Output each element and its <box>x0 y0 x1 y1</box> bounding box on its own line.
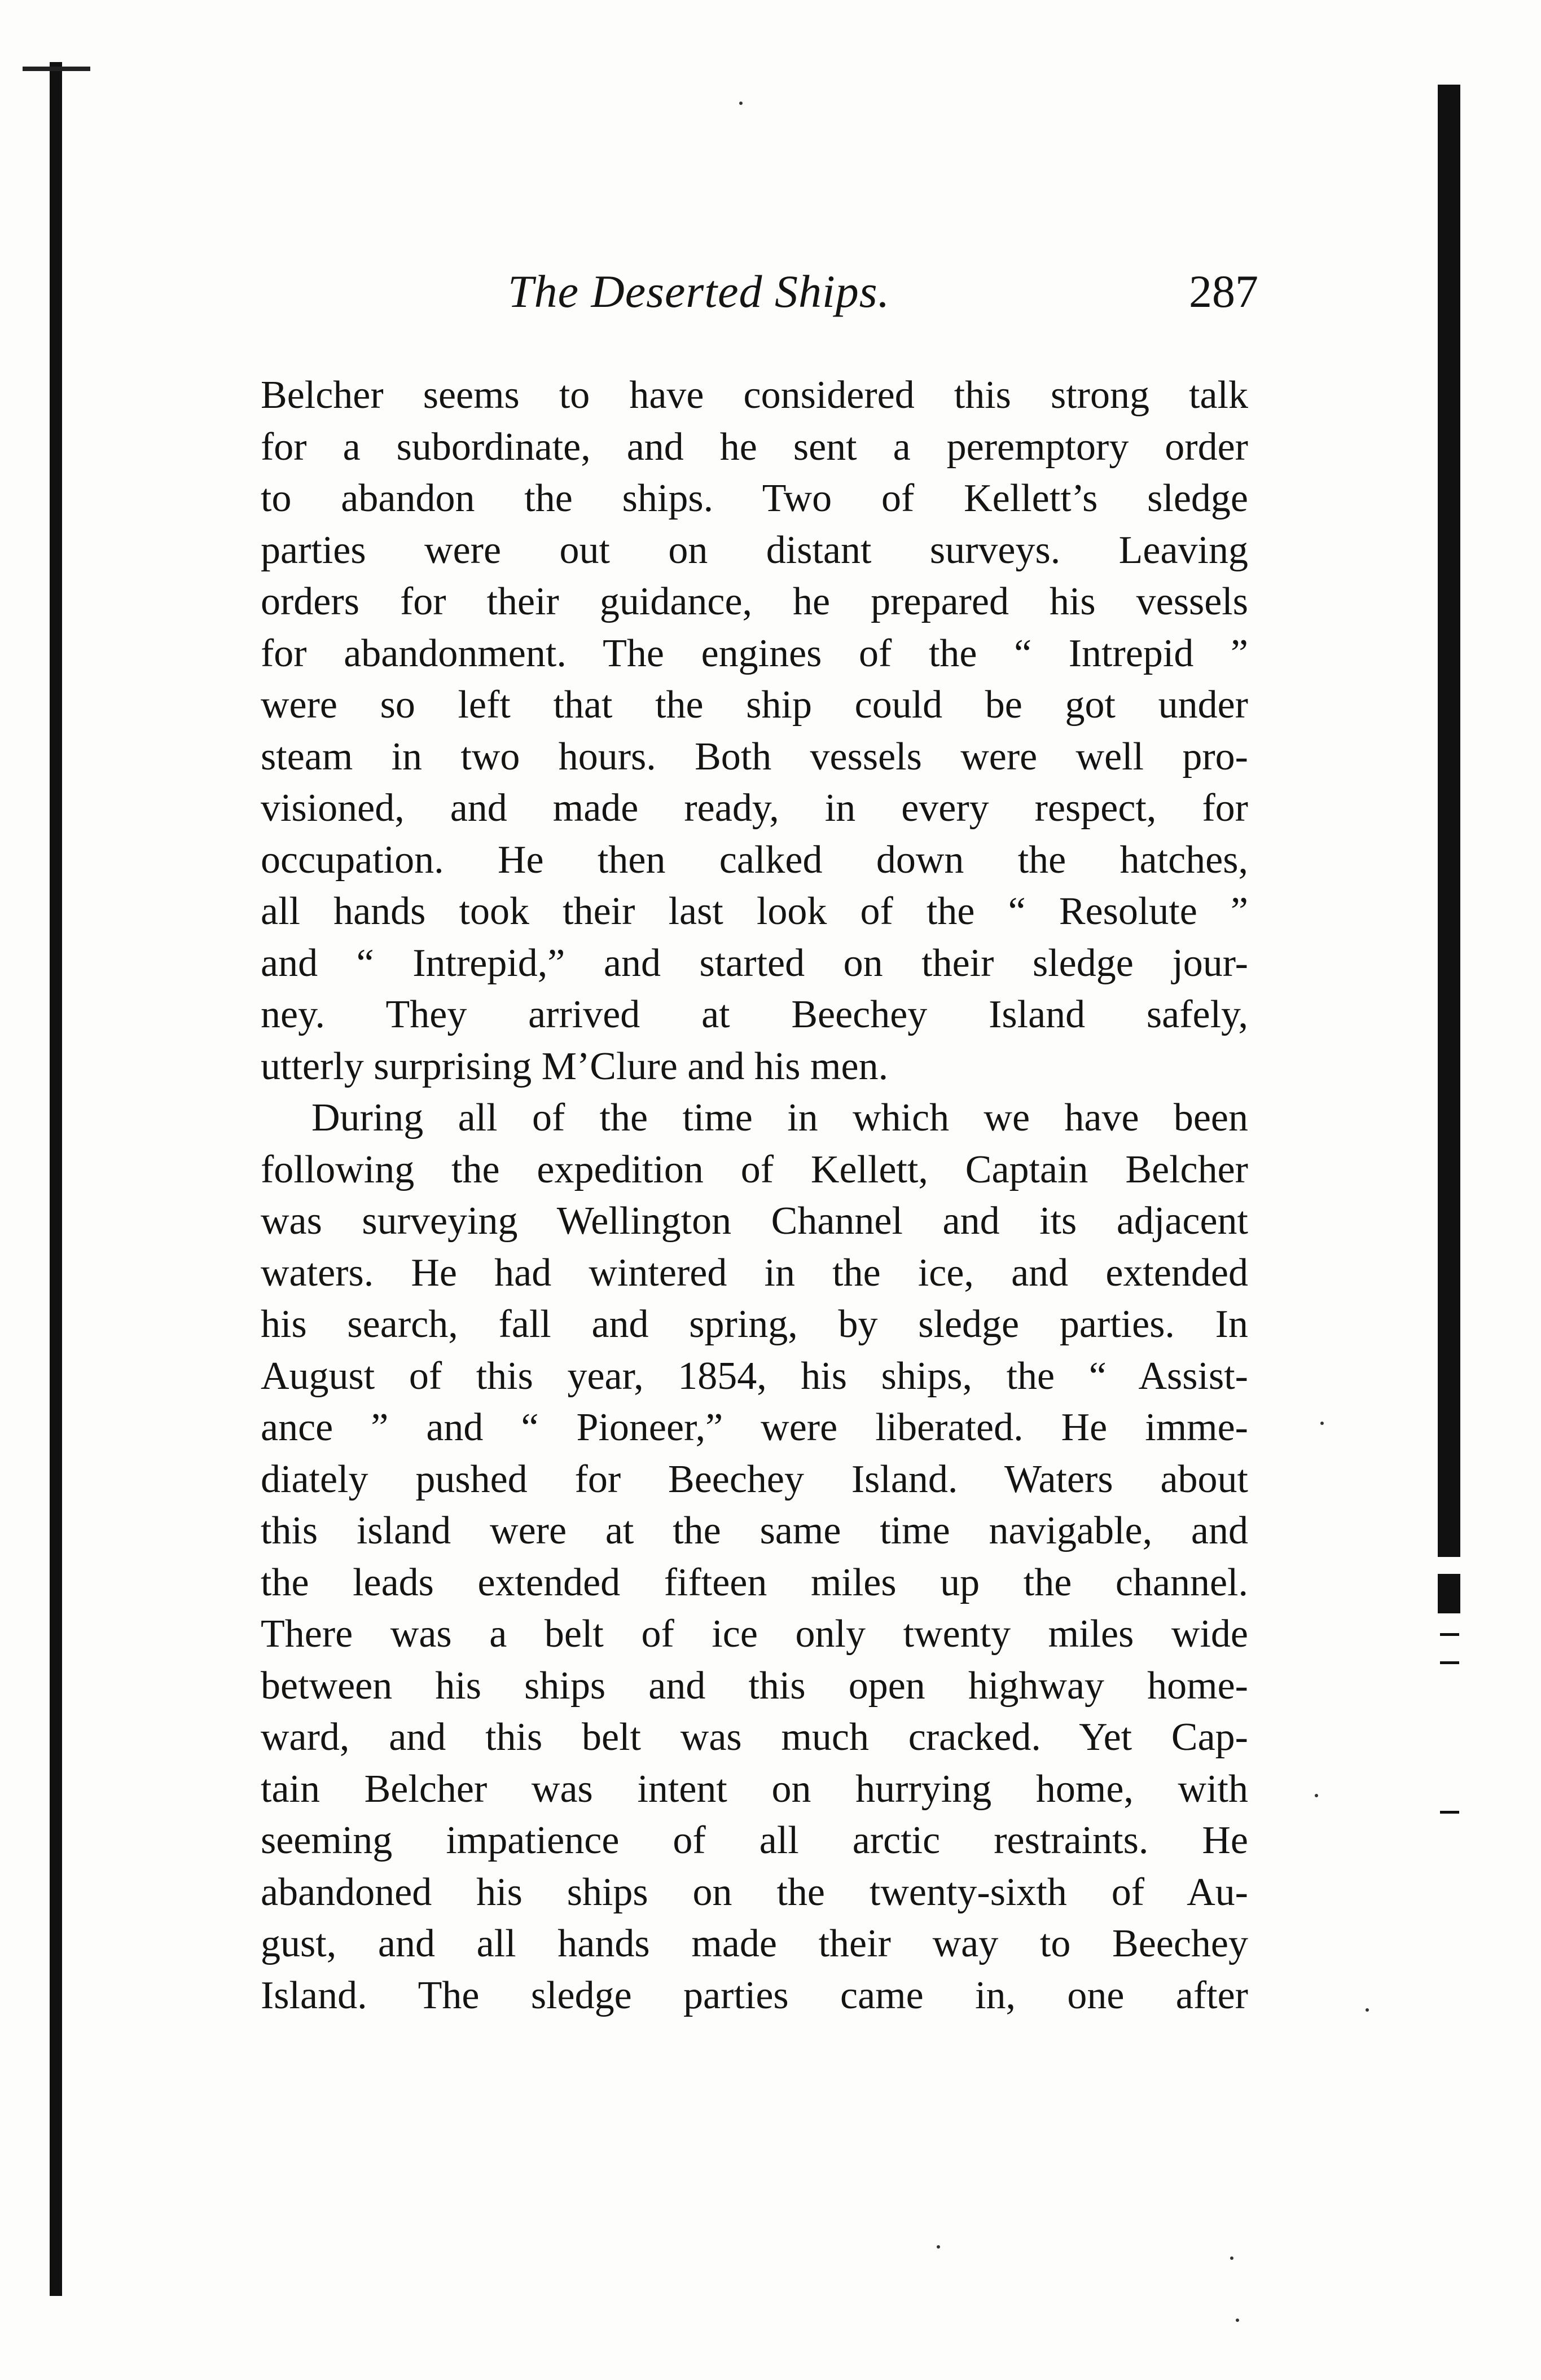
text-line: to abandon the ships. Two of Kellett’s sledge <box>261 477 1248 520</box>
running-title: The Deserted Ships. <box>508 266 890 317</box>
scan-speck <box>1366 2008 1369 2012</box>
scan-edge-mark <box>1438 1523 1460 1557</box>
scan-speck <box>739 102 743 105</box>
scan-edge-mark <box>1440 1661 1459 1664</box>
text-line: steam in two hours. Both vessels were well pro- <box>261 734 1248 778</box>
text-line: tain Belcher was intent on hurrying home, with <box>261 1767 1248 1811</box>
scan-speck <box>937 2245 940 2249</box>
text-line: There was a belt of ice only twenty miles wide <box>261 1612 1248 1656</box>
text-line: Island. The sledge parties came in, one after <box>261 1973 1248 2017</box>
text-line: August of this year, 1854, his ships, the “ Assist- <box>261 1354 1248 1398</box>
text-line: seeming impatience of all arctic restraints. He <box>261 1819 1248 1862</box>
scan-speck <box>1236 2319 1239 2322</box>
text-line: Belcher seems to have considered this strong talk <box>261 373 1248 417</box>
running-header <box>265 265 1258 327</box>
scan-edge-mark <box>1440 1811 1459 1814</box>
text-line: for abandonment. The engines of the “ Intrepid ” <box>261 631 1248 675</box>
text-line: ance ” and “ Pioneer,” were liberated. He imme- <box>261 1406 1248 1449</box>
text-line: utterly surprising M’Clure and his men. <box>261 1044 889 1088</box>
text-line: gust, and all hands made their way to Beechey <box>261 1922 1248 1965</box>
body-text <box>261 369 1248 2021</box>
scan-speck <box>1320 1422 1324 1425</box>
text-line: orders for their guidance, he prepared his vessels <box>261 580 1248 623</box>
scan-edge-left <box>50 62 62 2296</box>
scan-edge-left-top <box>23 67 90 71</box>
scan-edge-right <box>1438 85 1460 1529</box>
text-line: and “ Intrepid,” and started on their sledge jour- <box>261 941 1248 985</box>
page-number: 287 <box>1189 266 1258 317</box>
scan-speck <box>1315 1794 1318 1797</box>
text-line: parties were out on distant surveys. Leaving <box>261 528 1248 572</box>
text-line: his search, fall and spring, by sledge parties. In <box>261 1303 1248 1346</box>
text-line: waters. He had wintered in the ice, and extended <box>261 1251 1248 1295</box>
scan-speck <box>1230 2256 1233 2260</box>
text-line: occupation. He then calked down the hatches, <box>261 838 1248 882</box>
text-line: ney. They arrived at Beechey Island safely, <box>261 993 1248 1036</box>
text-line: this island were at the same time navigable, and <box>261 1509 1248 1552</box>
text-line: were so left that the ship could be got under <box>261 683 1248 727</box>
text-line: visioned, and made ready, in every respect, for <box>261 786 1248 830</box>
text-line: between his ships and this open highway home- <box>261 1664 1248 1708</box>
scan-edge-mark <box>1440 1633 1459 1636</box>
text-line: During all of the time in which we have been <box>311 1096 1248 1140</box>
text-line: the leads extended fifteen miles up the channel. <box>261 1560 1248 1604</box>
text-line: following the expedition of Kellett, Captain Belcher <box>261 1147 1248 1191</box>
scan-edge-mark <box>1438 1574 1460 1613</box>
text-line: ward, and this belt was much cracked. Yet Cap- <box>261 1715 1248 1759</box>
text-line: abandoned his ships on the twenty-sixth of Au- <box>261 1870 1248 1914</box>
text-line: diately pushed for Beechey Island. Waters about <box>261 1457 1248 1501</box>
text-line: was surveying Wellington Channel and its adjacent <box>261 1199 1248 1243</box>
text-line: all hands took their last look of the “ Resolute ” <box>261 890 1248 933</box>
text-line: for a subordinate, and he sent a peremptory order <box>261 425 1248 469</box>
